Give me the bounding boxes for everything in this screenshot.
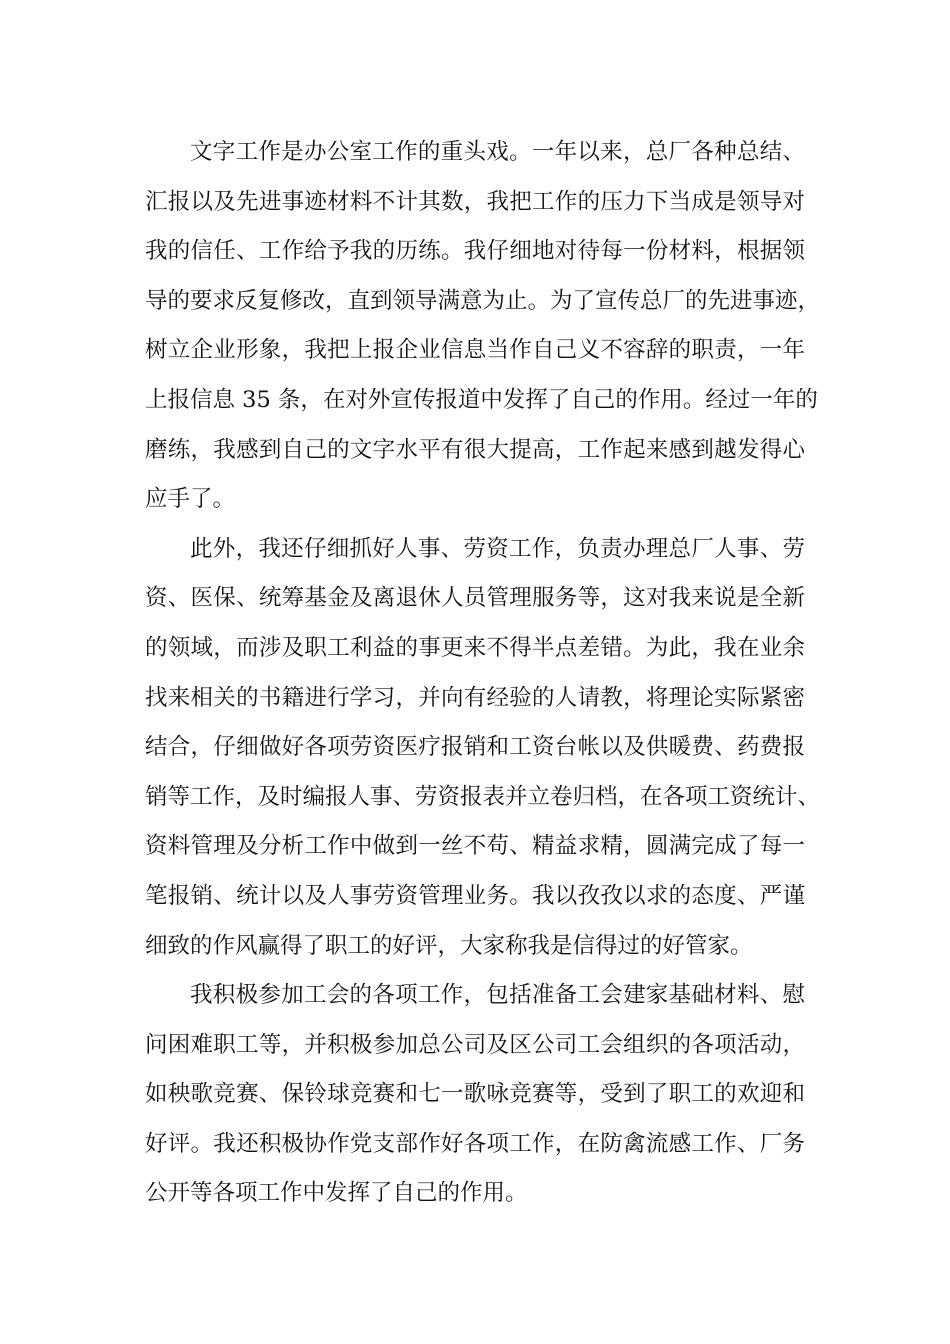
- paragraph-office-writing: [145, 128, 821, 525]
- paragraph-line: 文字工作是办公室工作的重头戏。一年以来，总厂各种总结、: [190, 139, 805, 165]
- paragraph-line: 资、医保、统筹基金及离退休人员管理服务等，这对我来说是全新: [145, 585, 805, 612]
- paragraph-line: 磨练，我感到自己的文字水平有很大提高，工作起来感到越发得心: [145, 436, 805, 463]
- paragraph-line: 销等工作，及时编报人事、劳资报表并立卷归档，在各项工资统计、: [145, 783, 821, 810]
- paragraph-line: 此外，我还仔细抓好人事、劳资工作，负责办理总厂人事、劳: [190, 535, 805, 562]
- paragraph-line: 细致的作风赢得了职工的好评，大家称我是信得过的好管家。: [145, 932, 753, 959]
- paragraph-line: 汇报以及先进事迹材料不计其数，我把工作的压力下当成是领导对: [145, 188, 805, 215]
- document-body: [145, 128, 821, 1219]
- paragraph-line: 应手了。: [145, 486, 236, 513]
- paragraph-line: 我的信任、工作给予我的历练。我仔细地对待每一份材料，根据领: [145, 238, 805, 265]
- paragraph-line: 问困难职工等，并积极参加总公司及区公司工会组织的各项活动，: [145, 1031, 805, 1058]
- paragraph-line: 公开等各项工作中发挥了自己的作用。: [145, 1180, 528, 1207]
- paragraph-line: 的领域，而涉及职工利益的事更来不得半点差错。为此，我在业余: [145, 634, 805, 661]
- paragraph-line: 上报信息 35 条，在对外宣传报道中发挥了自己的作用。经过一年的: [145, 386, 818, 413]
- paragraph-line: 好评。我还积极协作党支部作好各项工作，在防禽流感工作、厂务: [145, 1130, 805, 1157]
- paragraph-line: 结合，仔细做好各项劳资医疗报销和工资台帐以及供暖费、药费报: [145, 734, 805, 761]
- paragraph-personnel-work: [145, 525, 821, 971]
- paragraph-line: 找来相关的书籍进行学习，并向有经验的人请教，将理论实际紧密: [145, 684, 805, 711]
- paragraph-line: 资料管理及分析工作中做到一丝不苟、精益求精，圆满完成了每一: [145, 833, 805, 860]
- paragraph-line: 如秧歌竞赛、保铃球竞赛和七一歌咏竞赛等，受到了职工的欢迎和: [145, 1081, 805, 1108]
- paragraph-union-work: [145, 971, 805, 1219]
- paragraph-line: 我积极参加工会的各项工作，包括准备工会建家基础材料、慰: [190, 982, 805, 1009]
- paragraph-line: 导的要求反复修改，直到领导满意为止。为了宣传总厂的先进事迹，: [145, 287, 821, 314]
- paragraph-line: 笔报销、统计以及人事劳资管理业务。我以孜孜以求的态度、严谨: [145, 882, 805, 909]
- paragraph-line: 树立企业形象，我把上报企业信息当作自己义不容辞的职责，一年: [145, 337, 805, 364]
